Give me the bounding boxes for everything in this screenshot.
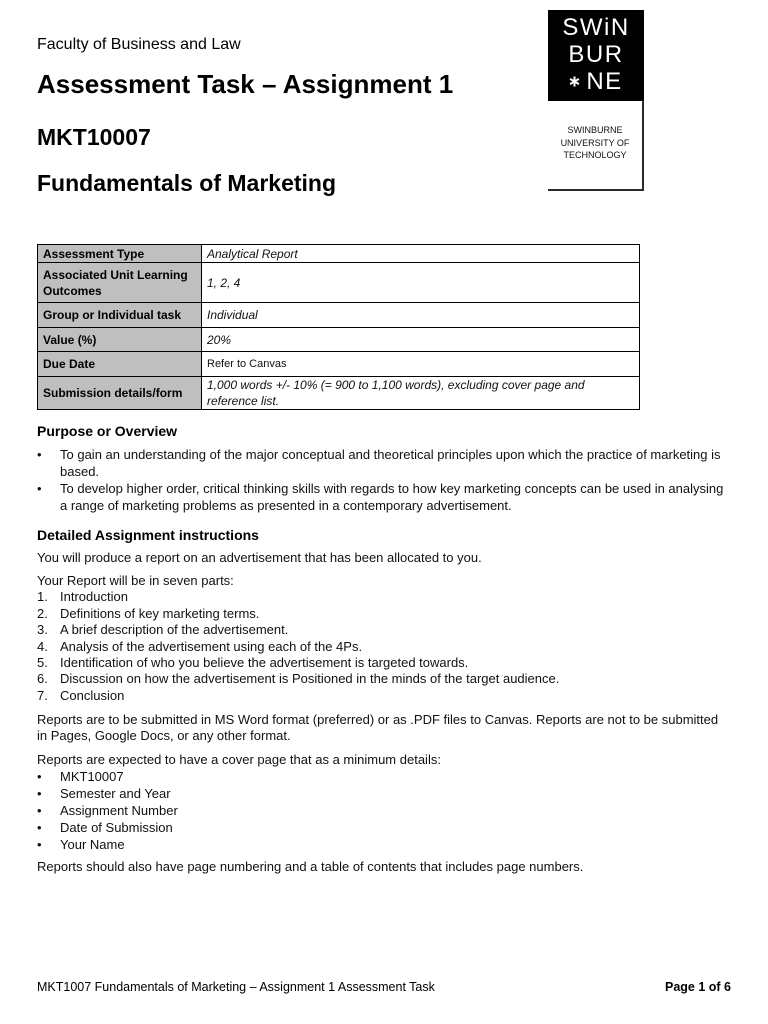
logo-caption-line: TECHNOLOGY [563,150,627,160]
list-item [37,589,725,605]
logo-caption [548,101,644,191]
list-number: 6. [37,671,48,687]
table-value-cell [202,328,640,352]
table-label: Due Date [43,357,96,371]
list-item-text: MKT10007 [60,769,124,784]
university-logo [548,10,644,101]
table-label-cell [38,263,202,303]
table-value: Analytical Report [207,246,298,261]
cover-page-requirements [37,751,725,853]
list-item [37,655,725,671]
assessment-details-table [37,244,640,410]
cover-page-list [37,768,725,853]
logo-wordmark-text: NE [586,68,623,95]
list-item-text: Your Name [60,837,125,852]
list-item-text: To develop higher order, critical thinking skills with regards to how key marketing concepts can be used in analysing a range of marketing problems as presented in a contemporary advertisement. [60,481,724,513]
list-number: 1. [37,589,48,605]
faculty-name: Faculty of Business and Law [37,36,241,53]
purpose-list [37,447,731,514]
table-label: Associated Unit Learning Outcomes [43,267,188,298]
cover-page-heading: Reports are expected to have a cover page that as a minimum details: [37,752,441,767]
logo-caption-line: SWINBURNE [567,125,623,135]
list-item-text: Conclusion [60,687,125,703]
list-item-text: Identification of who you believe the advertisement is targeted towards. [60,655,469,671]
table-label: Submission details/form [43,386,183,400]
purpose-heading: Purpose or Overview [37,423,178,439]
table-value-cell [202,245,640,263]
report-parts [37,573,725,704]
instructions-heading: Detailed Assignment instructions [37,527,259,543]
list-item [37,639,725,655]
footer-document-title: MKT1007 Fundamentals of Marketing – Assignment 1 Assessment Task [37,980,435,994]
instructions-intro: You will produce a report on an advertisement that has been allocated to you. [37,550,482,565]
table-value-cell [202,352,640,377]
footer-page-number: Page 1 of 6 [665,980,731,994]
list-item [37,447,731,480]
table-value-cell [202,303,640,328]
list-item [37,802,725,819]
list-number: 3. [37,622,48,638]
list-item-text: A brief description of the advertisement. [60,622,289,638]
list-item-text: Discussion on how the advertisement is Positioned in the minds of the target audience. [60,671,560,687]
table-value: 1,000 words +/- 10% (= 900 to 1,100 words), excluding cover page and reference list. [207,378,585,408]
list-item-text: Semester and Year [60,786,171,801]
table-label: Assessment Type [43,246,145,261]
report-parts-heading: Your Report will be in seven parts: [37,573,234,588]
list-item [37,606,725,622]
list-item-text: Date of Submission [60,820,173,835]
list-number: 2. [37,605,48,621]
list-item [37,671,725,687]
table-label: Group or Individual task [43,308,182,322]
table-value: Individual [207,308,258,322]
list-item-text: To gain an understanding of the major conceptual and theoretical principles upon which the practice of marketing is based. [60,447,721,479]
list-item-text: Assignment Number [60,803,178,818]
table-label-cell [38,352,202,377]
list-number: 5. [37,655,48,671]
list-item [37,481,731,514]
table-label-cell [38,245,202,263]
closing-note: Reports should also have page numbering and a table of contents that includes page numbers. [37,859,584,874]
table-label-cell [38,377,202,410]
list-number: 4. [37,638,48,654]
logo-wordmark-line [548,68,644,95]
table-value-cell [202,263,640,303]
table-value-cell [202,377,640,410]
logo-wordmark-line: SWiN [562,14,630,41]
table-label-cell [38,328,202,352]
unit-code: MKT10007 [37,124,151,150]
list-item [37,836,725,853]
list-number: 7. [37,687,48,703]
list-item [37,785,725,802]
table-label-cell [38,303,202,328]
table-label: Value (%) [43,332,97,347]
logo-star-icon [569,76,580,87]
table-value: Refer to Canvas [207,358,287,370]
list-item-text: Introduction [60,589,128,605]
list-item [37,622,725,638]
list-item-text: Analysis of the advertisement using each of the 4Ps. [60,638,363,654]
table-value: 20% [207,332,232,347]
submission-format-note: Reports are to be submitted in MS Word format (preferred) or as .PDF files to Canvas. Reports are not to be submitted in Pages, Google Docs, or any other format. [37,712,719,744]
logo-wordmark-line: BUR [568,41,624,68]
report-parts-list [37,589,725,704]
list-item-text: Definitions of key marketing terms. [60,605,260,621]
list-item [37,819,725,836]
logo-caption-line: UNIVERSITY OF [560,137,630,148]
list-item [37,688,725,704]
unit-name: Fundamentals of Marketing [37,170,337,196]
table-value: 1, 2, 4 [207,275,241,290]
list-item [37,768,725,785]
document-title: Assessment Task – Assignment 1 [37,69,454,99]
